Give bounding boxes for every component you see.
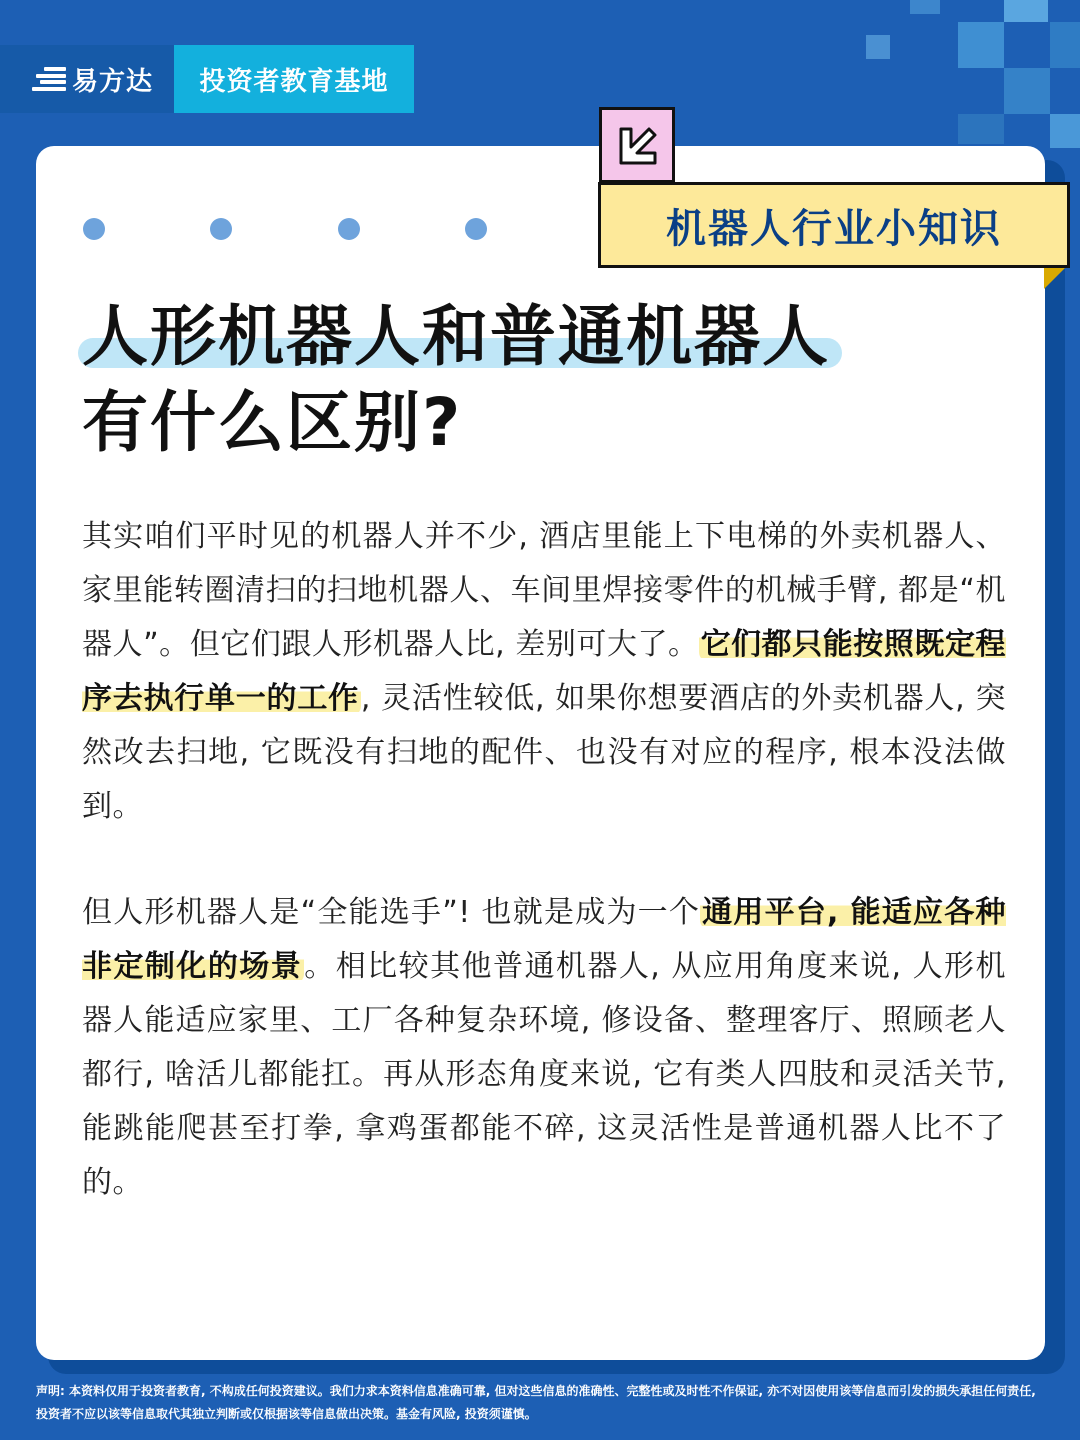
pixel-decoration: [910, 0, 940, 14]
paragraph-1: [82, 510, 1006, 834]
title-line-2: 有什么区别?: [82, 384, 463, 461]
paragraph-1-text-a: 其实咱们平时见的机器人并不少, 酒店里能上下电梯的外卖机器人、家里能转圈清扫的扫地机器人、车间里焊接零件的机械手臂, 都是“机器人”。但它们跟人形机器人比, 差别可大了。: [82, 519, 1006, 662]
title-line-1: 人形机器人和普通机器人: [82, 294, 830, 380]
paragraph-2-text-b: 。相比较其他普通机器人, 从应用角度来说, 人形机器人能适应家里、工厂各种复杂环境, 修设备、整理客厅、照顾老人都行, 啥活儿都能扛。再从形态角度来说, 它有类人四肢和灵活关节, 能跳能爬甚至打拳, 拿鸡蛋都能不碎, 这灵活性是普通机器人比不了的。: [82, 949, 1007, 1200]
decor-dot: [465, 218, 487, 240]
paragraph-1-text-b: , 灵活性较低, 如果你想要酒店的外卖机器人, 突然改去扫地, 它既没有扫地的配件、也没有对应的程序, 根本没法做到。: [82, 681, 1007, 824]
pixel-decoration: [1004, 0, 1048, 22]
brand-bar: [0, 45, 414, 113]
paragraph-2-highlight: 通用平台, 能适应各种非定制化的场景: [82, 895, 1006, 984]
decor-dot: [338, 218, 360, 240]
arrow-down-left-icon: [599, 107, 675, 183]
paragraph-2-text-a: 但人形机器人是“全能选手”! 也就是成为一个: [82, 895, 701, 930]
decor-dot: [210, 218, 232, 240]
page-title: [82, 294, 982, 466]
paragraph-1-highlight: 它们都只能按照既定程序去执行单一的工作: [82, 627, 1006, 716]
pixel-decoration: [958, 114, 1004, 144]
decor-dot: [83, 218, 105, 240]
brand-logo: [0, 45, 174, 113]
efund-logo-icon: [26, 67, 66, 91]
tag-fold: [1044, 265, 1068, 289]
paragraph-2: [82, 886, 1006, 1210]
brand-name: 易方达: [72, 66, 154, 97]
disclaimer: 声明: 本资料仅用于投资者教育, 不构成任何投资建议。我们力求本资料信息准确可靠, 但对这些信息的准确性、完整性或及时性不作保证, 亦不对因使用该等信息而引发的损失承担任何责任, 投资者不应以该等信息取代其独立判断或仅根据该等信息做出决策。基金有风险, 投资须谨慎。: [36, 1384, 1036, 1421]
pixel-decoration: [1004, 68, 1050, 114]
pixel-decoration: [866, 35, 890, 59]
topic-tag: 机器人行业小知识: [598, 182, 1070, 268]
pixel-decoration: [958, 22, 1004, 68]
program-label: 投资者教育基地: [174, 45, 414, 113]
pixel-decoration: [1050, 114, 1080, 148]
pixel-decoration: [1050, 22, 1080, 68]
